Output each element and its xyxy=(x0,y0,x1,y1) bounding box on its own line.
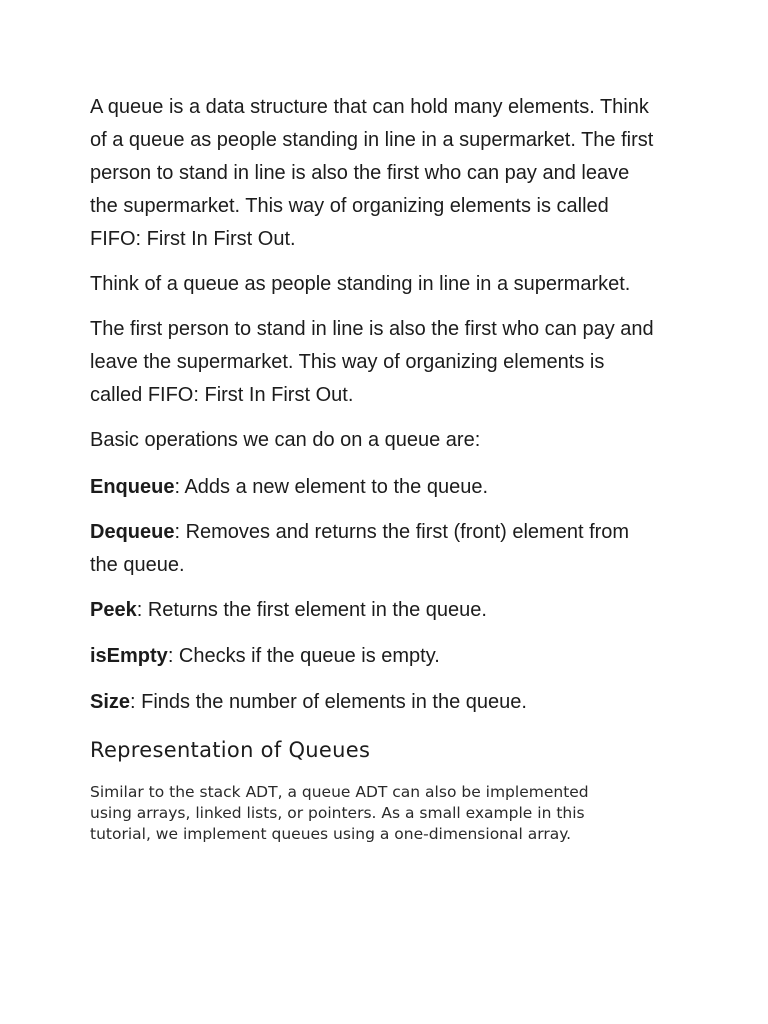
intro-line-2: of a queue as people standing in line in a supermarket. The first xyxy=(90,129,654,151)
basic-operations-text: Basic operations we can do on a queue are: xyxy=(90,429,481,451)
intro-line-4: the supermarket. This way of organizing elements is called xyxy=(90,195,609,217)
think-paragraph xyxy=(90,268,690,301)
representation-line-1: Similar to the stack ADT, a queue ADT can also be implemented xyxy=(90,783,589,801)
size-item xyxy=(90,686,690,719)
peek-item xyxy=(90,594,690,627)
isempty-term: isEmpty xyxy=(90,645,168,667)
size-term: Size xyxy=(90,691,131,713)
first-person-paragraph xyxy=(90,313,690,412)
basic-operations-paragraph xyxy=(90,424,690,457)
first-person-line-3: called FIFO: First In First Out. xyxy=(90,384,354,406)
isempty-description: : Checks if the queue is empty. xyxy=(167,645,440,667)
first-person-line-1: The first person to stand in line is also the first who can pay and xyxy=(90,318,654,340)
isempty-item xyxy=(90,640,690,673)
think-text: Think of a queue as people standing in line in a supermarket. xyxy=(90,273,631,295)
dequeue-item xyxy=(90,516,690,582)
peek-description: : Returns the first element in the queue. xyxy=(136,599,487,621)
enqueue-description: : Adds a new element to the queue. xyxy=(174,476,489,498)
peek-term: Peek xyxy=(90,599,137,621)
intro-paragraph xyxy=(90,91,690,256)
size-description: : Finds the number of elements in the queue. xyxy=(130,691,527,713)
enqueue-item xyxy=(90,471,690,504)
representation-paragraph xyxy=(90,782,690,845)
dequeue-description-line-2: the queue. xyxy=(90,554,185,576)
intro-line-3: person to stand in line is also the first who can pay and leave xyxy=(90,162,630,184)
intro-line-1: A queue is a data structure that can hold many elements. Think xyxy=(90,96,649,118)
dequeue-description-line-1: : Removes and returns the first (front) element from xyxy=(174,521,630,543)
intro-line-5: FIFO: First In First Out. xyxy=(90,228,296,250)
enqueue-term: Enqueue xyxy=(90,476,175,498)
representation-line-2: using arrays, linked lists, or pointers. As a small example in this xyxy=(90,804,585,822)
first-person-line-2: leave the supermarket. This way of organizing elements is xyxy=(90,351,605,373)
section-heading: Representation of Queues xyxy=(90,738,371,762)
dequeue-term: Dequeue xyxy=(90,521,175,543)
representation-line-3: tutorial, we implement queues using a one-dimensional array. xyxy=(90,825,572,843)
